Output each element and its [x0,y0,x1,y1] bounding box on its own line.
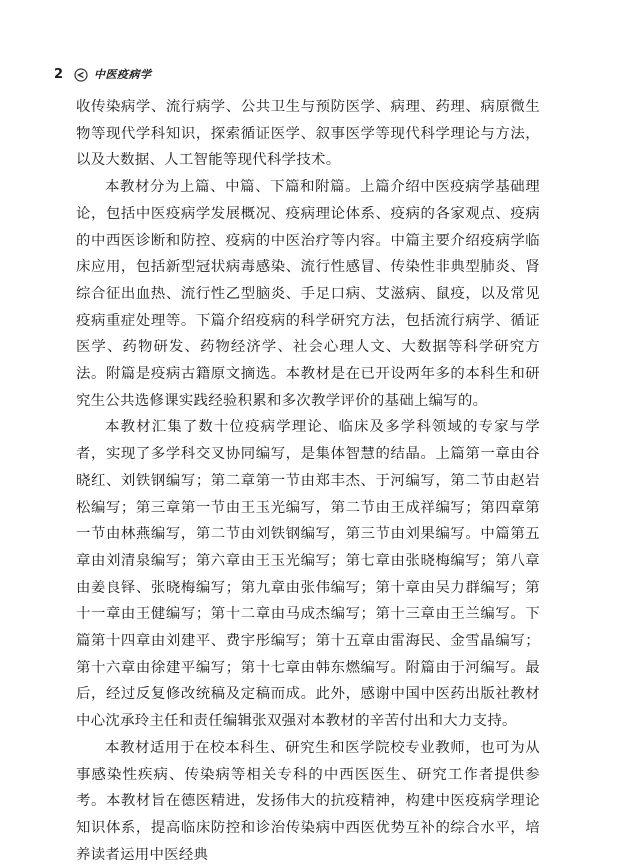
page-header [54,64,574,84]
paragraph: 收传染病学、流行病学、公共卫生与预防医学、病理、药理、病原微生物等现代学科知识，探索循证医学、叙事医学等现代科学理论与方法，以及大数据、人工智能等现代科学技术。 [76,99,540,169]
paragraph: 本教材适用于在校本科生、研究生和医学院校专业教师，也可为从事感染性疾病、传染病等相关专科的中西医医生、研究工作者提供参考。本教材旨在德医精进，发扬伟大的抗疫精神，构建中医疫病学理论知识体系，提高临床防控和诊治传染病中西医优势互补的综合水平，培养读者运用中医经典 [76,739,540,863]
book-title: 中医疫病学 [94,68,152,81]
paragraph: 本教材分为上篇、中篇、下篇和附篇。上篇介绍中医疫病学基础理论，包括中医疫病学发展概况、疫病理论体系、疫病的各家观点、疫病的中西医诊断和防控、疫病的中医治疗等内容。中篇主要介绍疫病学临床应用，包括新型冠状病毒感染、流行性感冒、传染性非典型肺炎、肾综合征出血热、流行性乙型脑炎、手足口病、艾滋病、鼠疫，以及常见疫病重症处理等。下篇介绍疫病的科学研究方法，包括流行病学、循证医学、药物研发、药物经济学、社会心理人文、大数据等科学研究方法。附篇是疫病古籍原文摘选。本教材是在已开设两年多的本科生和研究生公共选修课实践经验积累和多次教学评价的基础上编写的。 [76,179,540,409]
page-body [76,94,540,868]
page-number: 2 [54,66,64,82]
paragraph: 本教材汇集了数十位疫病学理论、临床及多学科领域的专家与学者，实现了多学科交叉协同编写，是集体智慧的结晶。上篇第一章由谷晓红、刘铁钢编写；第二章第一节由郑丰杰、于河编写，第二节由赵岩松编写；第三章第一节由王玉光编写，第二节由王成祥编写；第四章第一节由林燕编写，第二节由刘铁钢编写，第三节由刘果编写。中篇第五章由刘清泉编写；第六章由王玉光编写；第七章由张晓梅编写；第八章由姜良铎、张晓梅编写；第九章由张伟编写；第十章由吴力群编写；第十一章由王健编写；第十二章由马成杰编写；第十三章由王兰编写。下篇第十四章由刘建平、费宇彤编写；第十五章由雷海民、金雪晶编写；第十六章由徐建平编写；第十七章由韩东燃编写。附篇由于河编写。最后，经过反复修改统稿及定稿而成。此外，感谢中国中医药出版社教材中心沈承玲主任和责任编辑张双强对本教材的辛苦付出和大力支持。 [76,419,540,730]
book-arrow-icon [74,67,88,81]
